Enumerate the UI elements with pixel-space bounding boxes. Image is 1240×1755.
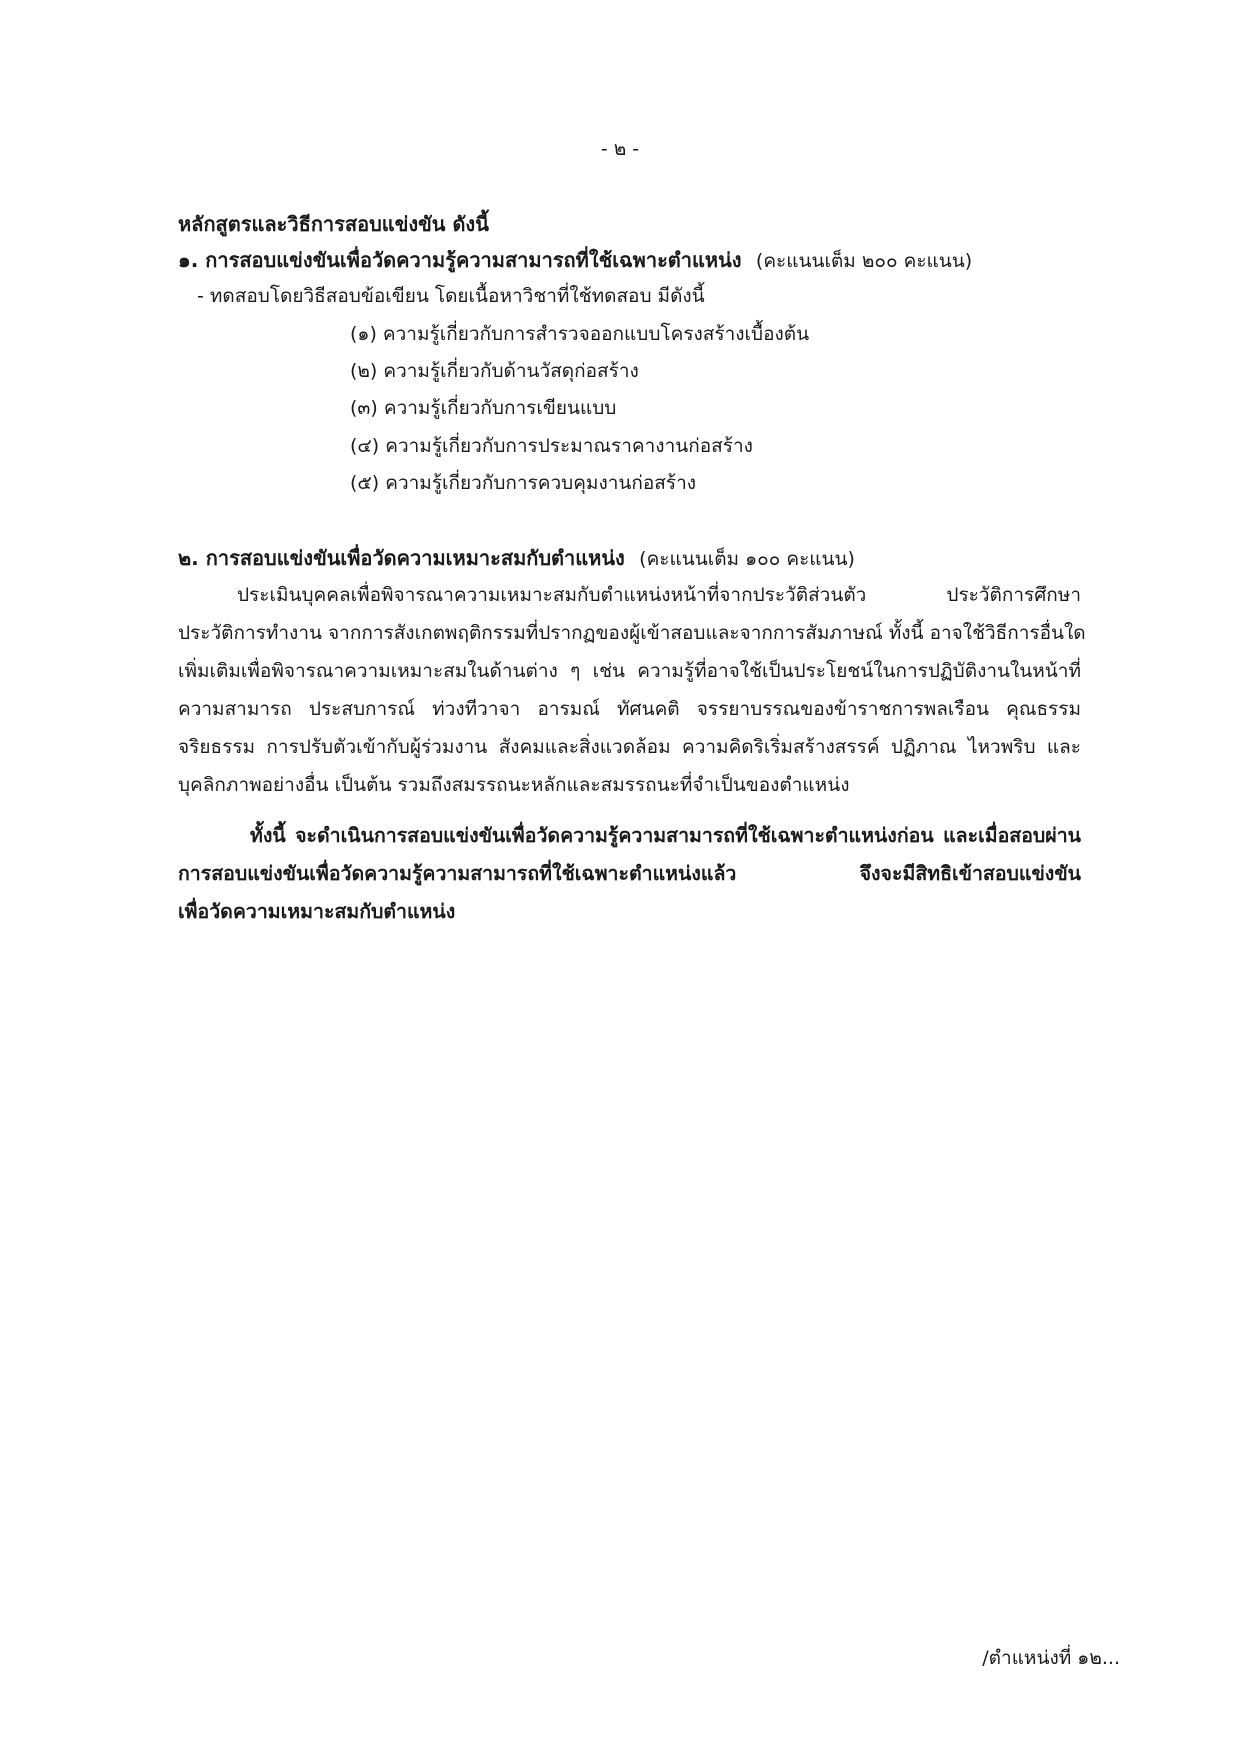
list-item: (๒) ความรู้เกี่ยวกับด้านวัสดุก่อสร้าง — [350, 360, 639, 382]
list-item: (๑) ความรู้เกี่ยวกับการสำรวจออกแบบโครงสร้างเบื้องต้น — [350, 323, 810, 345]
note-line: ทั้งนี้ จะดำเนินการสอบแข่งขันเพื่อวัดความรู้ความสามารถที่ใช้เฉพาะตำแหน่งก่อน และเมื่อสอบผ่าน — [250, 824, 1081, 847]
section2-paragraph-line: ประวัติการทำงาน จากการสังเกตพฤติกรรมที่ปรากฏของผู้เข้าสอบและจากการสัมภาษณ์ ทั้งนี้ อาจใช้วิธีการอื่นใด — [178, 622, 1086, 644]
page-number: - ๒ - — [600, 138, 640, 160]
list-item: (๔) ความรู้เกี่ยวกับการประมาณราคางานก่อสร้าง — [350, 435, 753, 457]
section1-score: (คะแนนเต็ม ๒๐๐ คะแนน) — [755, 250, 973, 272]
continuation-marker: /ตำแหน่งที่ ๑๒... — [982, 1647, 1120, 1669]
section1-method: - ทดสอบโดยวิธีสอบข้อเขียน โดยเนื้อหาวิชาที่ใช้ทดสอบ มีดังนี้ — [197, 285, 705, 307]
section1-title — [178, 244, 972, 276]
intro-heading: หลักสูตรและวิธีการสอบแข่งขัน ดังนี้ — [178, 212, 489, 236]
section1-title-text: ๑. การสอบแข่งขันเพื่อวัดความรู้ความสามารถที่ใช้เฉพาะตำแหน่ง — [178, 248, 742, 272]
note-line: การสอบแข่งขันเพื่อวัดความรู้ความสามารถที่ใช้เฉพาะตำแหน่งแล้ว จึงจะมีสิทธิเข้าสอบแข่งขัน — [178, 862, 1081, 885]
section2-title-text: ๒. การสอบแข่งขันเพื่อวัดความเหมาะสมกับตำแหน่ง — [178, 546, 625, 570]
section2-paragraph-line: จริยธรรม การปรับตัวเข้ากับผู้ร่วมงาน สังคมและสิ่งแวดล้อม ความคิดริเริ่มสร้างสรรค์ ปฏิภาณ ไหวพริบ และ — [178, 736, 1081, 758]
section2-paragraph-line: บุคลิกภาพอย่างอื่น เป็นต้น รวมถึงสมรรถนะหลักและสมรรถนะที่จำเป็นของตำแหน่ง — [178, 774, 850, 796]
section2-score: (คะแนนเต็ม ๑๐๐ คะแนน) — [639, 548, 855, 570]
note-line: เพื่อวัดความเหมาะสมกับตำแหน่ง — [178, 900, 456, 923]
section2-title — [178, 542, 855, 574]
list-item: (๕) ความรู้เกี่ยวกับการควบคุมงานก่อสร้าง — [350, 472, 697, 494]
section2-paragraph-line: ความสามารถ ประสบการณ์ ท่วงทีวาจา อารมณ์ ทัศนคติ จรรยาบรรณของข้าราชการพลเรือน คุณธรรม — [178, 698, 1081, 720]
section2-paragraph-line: ประเมินบุคคลเพื่อพิจารณาความเหมาะสมกับตำแหน่งหน้าที่จากประวัติส่วนตัว ประวัติการศึกษา — [237, 584, 1081, 606]
section2-paragraph-line: เพิ่มเติมเพื่อพิจารณาความเหมาะสมในด้านต่าง ๆ เช่น ความรู้ที่อาจใช้เป็นประโยชน์ในการปฏิบัติงานในหน้าที่ — [178, 660, 1081, 682]
list-item: (๓) ความรู้เกี่ยวกับการเขียนแบบ — [350, 397, 617, 419]
